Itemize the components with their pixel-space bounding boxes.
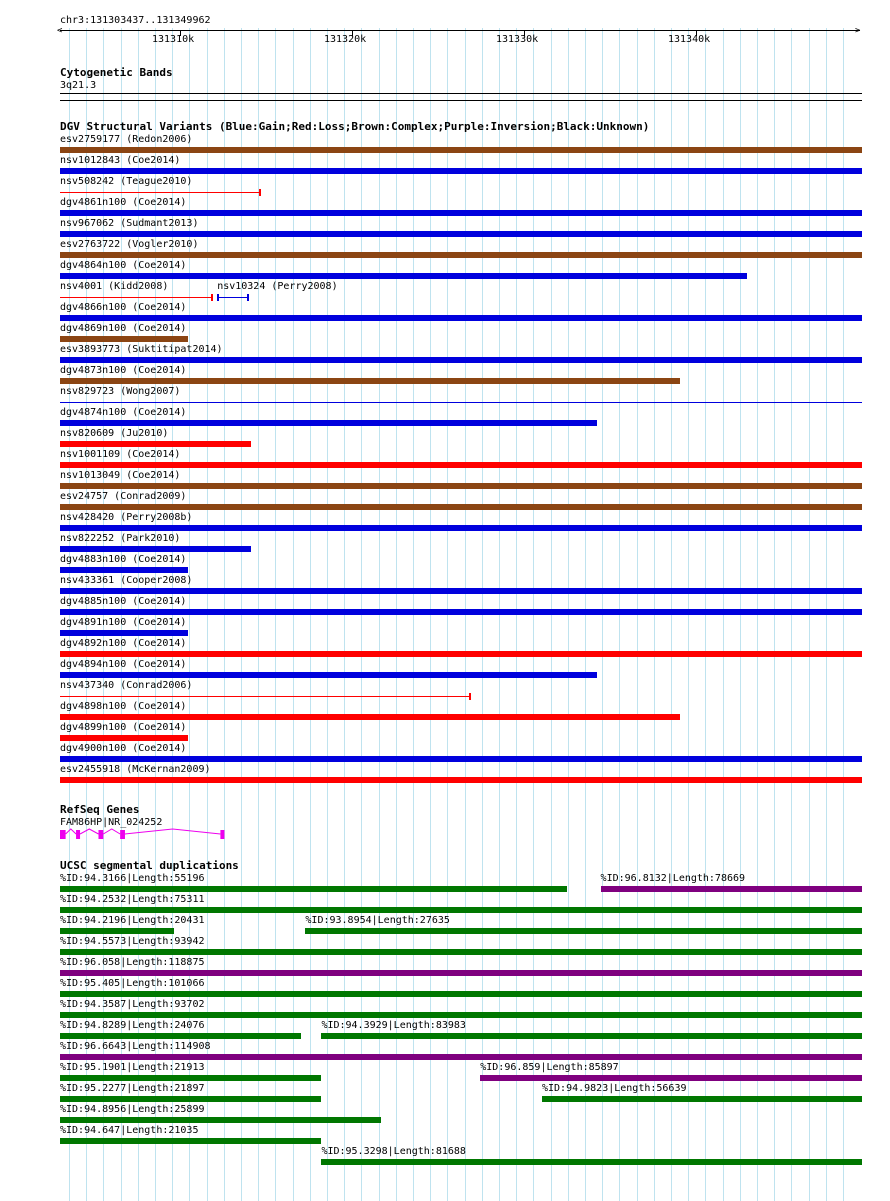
dgv-variant-line[interactable]: [60, 192, 260, 193]
ruler-tick-label: 131310k: [152, 34, 195, 45]
dgv-variant-bar[interactable]: [60, 420, 597, 426]
segdup-label[interactable]: %ID:94.647|Length:21035: [60, 1125, 199, 1136]
dgv-variant-start-cap: [217, 294, 219, 301]
cytobands-title: Cytogenetic Bands: [60, 66, 173, 79]
gene-exon: [98, 830, 103, 839]
segdup-bar[interactable]: [542, 1096, 862, 1102]
segdup-label[interactable]: %ID:95.2277|Length:21897: [60, 1083, 205, 1094]
dgv-variant-bar[interactable]: [60, 336, 188, 342]
ruler-right-arrow: >: [855, 26, 861, 36]
dgv-variant-label[interactable]: esv24757 (Conrad2009): [60, 491, 187, 502]
segdup-bar[interactable]: [60, 886, 567, 892]
ruler-tick-label: 131320k: [324, 34, 367, 45]
dgv-variant-line[interactable]: [60, 297, 212, 298]
gene-intron-line: [66, 829, 221, 834]
dgv-variant-label[interactable]: dgv4883n100 (Coe2014): [60, 554, 187, 565]
dgv-variant-end-cap: [469, 693, 471, 700]
segdup-bar[interactable]: [60, 1096, 321, 1102]
gene-exon: [120, 830, 125, 839]
segdup-bar[interactable]: [321, 1159, 862, 1165]
dgv-variant-bar[interactable]: [60, 756, 862, 762]
dgv-variant-label[interactable]: dgv4894n100 (Coe2014): [60, 659, 187, 670]
dgv-variant-line[interactable]: [60, 402, 862, 403]
gene-exon: [76, 830, 80, 839]
segdup-label[interactable]: %ID:94.2196|Length:20431: [60, 915, 205, 926]
segdup-label[interactable]: %ID:95.405|Length:101066: [60, 978, 205, 989]
dgv-variant-bar[interactable]: [60, 462, 862, 468]
dgv-variant-label[interactable]: dgv4892n100 (Coe2014): [60, 638, 187, 649]
segdup-label[interactable]: %ID:95.3298|Length:81688: [321, 1146, 466, 1157]
dgv-variant-label[interactable]: nsv437340 (Conrad2006): [60, 680, 193, 691]
segdup-bar[interactable]: [60, 970, 862, 976]
segdup-bar[interactable]: [60, 1012, 862, 1018]
dgv-variant-label[interactable]: nsv1001109 (Coe2014): [60, 449, 181, 460]
dgv-variant-label[interactable]: dgv4899n100 (Coe2014): [60, 722, 187, 733]
segdup-label[interactable]: %ID:94.5573|Length:93942: [60, 936, 205, 947]
segdup-bar[interactable]: [305, 928, 862, 934]
dgv-variant-bar[interactable]: [60, 672, 597, 678]
gene-exon: [60, 830, 66, 839]
dgv-variant-bar[interactable]: [60, 441, 251, 447]
ruler-tick-label: 131340k: [668, 34, 711, 45]
dgv-variant-bar[interactable]: [60, 525, 862, 531]
dgv-variant-end-cap: [211, 294, 213, 301]
segdup-label[interactable]: %ID:96.058|Length:118875: [60, 957, 205, 968]
dgv-variant-label[interactable]: nsv4001 (Kidd2008): [60, 281, 169, 292]
dgv-variant-end-cap: [247, 294, 249, 301]
dgv-variant-label[interactable]: dgv4869n100 (Coe2014): [60, 323, 187, 334]
segdup-label[interactable]: %ID:96.8132|Length:78669: [600, 873, 746, 884]
ruler-tick-label: 131330k: [496, 34, 539, 45]
segdup-label[interactable]: %ID:94.3166|Length:55196: [60, 873, 205, 884]
segdup-bar[interactable]: [480, 1075, 862, 1081]
segdup-label[interactable]: %ID:93.8954|Length:27635: [305, 915, 450, 926]
dgv-variant-label[interactable]: nsv820609 (Ju2010): [60, 428, 169, 439]
dgv-variant-label[interactable]: nsv822252 (Park2010): [60, 533, 181, 544]
ruler-left-arrow: <: [57, 26, 63, 36]
segdup-bar[interactable]: [60, 991, 862, 997]
dgv-variant-line[interactable]: [60, 696, 470, 697]
segdup-bar[interactable]: [60, 1138, 321, 1144]
dgv-variant-bar[interactable]: [60, 777, 862, 783]
refseq-gene-label[interactable]: FAM86HP|NR_024252: [60, 817, 163, 828]
segdup-label[interactable]: %ID:94.8956|Length:25899: [60, 1104, 205, 1115]
segdup-label[interactable]: %ID:94.3587|Length:93702: [60, 999, 205, 1010]
dgv-variant-label[interactable]: dgv4885n100 (Coe2014): [60, 596, 187, 607]
location-label: chr3:131303437..131349962: [60, 15, 211, 26]
segdup-bar[interactable]: [321, 1033, 862, 1039]
dgv-variant-bar[interactable]: [60, 714, 680, 720]
segdup-label[interactable]: %ID:96.859|Length:85897: [480, 1062, 619, 1073]
dgv-variant-bar[interactable]: [60, 147, 862, 153]
dgv-variant-bar[interactable]: [60, 735, 188, 741]
dgv-variant-label[interactable]: esv2763722 (Vogler2010): [60, 239, 199, 250]
refseq-title: RefSeq Genes: [60, 803, 140, 816]
segdup-bar[interactable]: [60, 1075, 321, 1081]
segdup-bar[interactable]: [60, 949, 862, 955]
segdup-label[interactable]: %ID:96.6643|Length:114908: [60, 1041, 211, 1052]
cytoband-rule-bottom: [60, 100, 862, 101]
dgv-variant-label[interactable]: dgv4873n100 (Coe2014): [60, 365, 187, 376]
dgv-variant-bar[interactable]: [60, 231, 862, 237]
dgv-variant-bar[interactable]: [60, 378, 680, 384]
dgv-variant-bar[interactable]: [60, 588, 862, 594]
dgv-variant-label[interactable]: nsv829723 (Wong2007): [60, 386, 181, 397]
dgv-variant-bar[interactable]: [60, 252, 862, 258]
dgv-variant-label[interactable]: nsv433361 (Cooper2008): [60, 575, 193, 586]
dgv-variant-label[interactable]: dgv4864n100 (Coe2014): [60, 260, 187, 271]
dgv-variant-label[interactable]: dgv4891n100 (Coe2014): [60, 617, 187, 628]
segdup-label[interactable]: %ID:94.3929|Length:83983: [321, 1020, 466, 1031]
dgv-variant-label[interactable]: nsv1013049 (Coe2014): [60, 470, 181, 481]
segdup-label[interactable]: %ID:94.8289|Length:24076: [60, 1020, 205, 1031]
dgv-variant-label[interactable]: dgv4900n100 (Coe2014): [60, 743, 187, 754]
segdup-bar[interactable]: [60, 1033, 301, 1039]
dgv-variant-label[interactable]: esv2455918 (McKernan2009): [60, 764, 211, 775]
dgv-variant-label[interactable]: esv3893773 (Suktitipat2014): [60, 344, 223, 355]
segdup-label[interactable]: %ID:95.1901|Length:21913: [60, 1062, 205, 1073]
segdup-bar[interactable]: [60, 907, 862, 913]
dgv-variant-label[interactable]: nsv10324 (Perry2008): [217, 281, 338, 292]
dgv-variant-label[interactable]: nsv508242 (Teague2010): [60, 176, 193, 187]
cytoband-label[interactable]: 3q21.3: [60, 80, 97, 91]
segdup-bar[interactable]: [60, 928, 174, 934]
dgv-variant-bar[interactable]: [60, 567, 188, 573]
dgv-variant-label[interactable]: dgv4861n100 (Coe2014): [60, 197, 187, 208]
segdups-title: UCSC segmental duplications: [60, 859, 239, 872]
segdup-bar[interactable]: [60, 1117, 381, 1123]
segdup-label[interactable]: %ID:94.2532|Length:75311: [60, 894, 205, 905]
dgv-variant-label[interactable]: esv2759177 (Redon2006): [60, 134, 193, 145]
dgv-variant-bar[interactable]: [60, 210, 862, 216]
segdup-bar[interactable]: [601, 886, 862, 892]
dgv-variant-label[interactable]: dgv4874n100 (Coe2014): [60, 407, 187, 418]
dgv-variant-label[interactable]: nsv967062 (Sudmant2013): [60, 218, 199, 229]
dgv-variant-bar[interactable]: [60, 651, 862, 657]
segdup-bar[interactable]: [60, 1054, 862, 1060]
dgv-title: DGV Structural Variants (Blue:Gain;Red:Loss;Brown:Complex;Purple:Inversion;Black:Unknown): [60, 120, 650, 133]
dgv-variant-bar[interactable]: [60, 273, 747, 279]
dgv-variant-bar[interactable]: [60, 504, 862, 510]
dgv-variant-label[interactable]: dgv4898n100 (Coe2014): [60, 701, 187, 712]
refseq-gene-model[interactable]: [0, 824, 890, 844]
dgv-variant-label[interactable]: nsv1012843 (Coe2014): [60, 155, 181, 166]
segdup-label[interactable]: %ID:94.9823|Length:56639: [542, 1083, 687, 1094]
dgv-variant-bar[interactable]: [60, 315, 862, 321]
dgv-variant-bar[interactable]: [60, 357, 862, 363]
cytoband-rule-top: [60, 93, 862, 94]
dgv-variant-label[interactable]: nsv428420 (Perry2008b): [60, 512, 193, 523]
gene-exon: [220, 830, 224, 839]
dgv-variant-bar[interactable]: [60, 483, 862, 489]
dgv-variant-bar[interactable]: [60, 609, 862, 615]
dgv-variant-bar[interactable]: [60, 168, 862, 174]
dgv-variant-line[interactable]: [217, 297, 247, 298]
dgv-variant-label[interactable]: dgv4866n100 (Coe2014): [60, 302, 187, 313]
dgv-variant-bar[interactable]: [60, 630, 188, 636]
dgv-variant-end-cap: [259, 189, 261, 196]
dgv-variant-bar[interactable]: [60, 546, 251, 552]
